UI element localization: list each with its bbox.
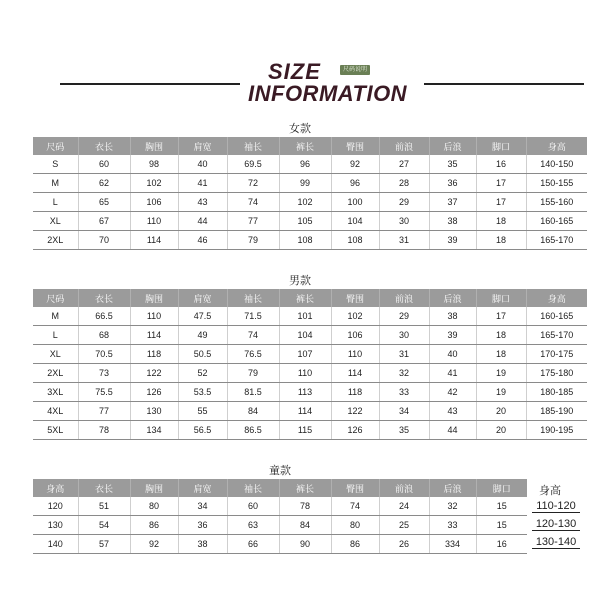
header-rule-left xyxy=(60,83,240,85)
table-cell: 17 xyxy=(476,307,526,326)
kids-column-header: 脚口 xyxy=(476,479,527,497)
table-cell: XL xyxy=(33,212,78,231)
table-cell: 140 xyxy=(33,535,78,554)
title-size: SIZE xyxy=(268,59,321,84)
kids-column-header: 身高 xyxy=(33,479,78,497)
men-column-header: 前浪 xyxy=(379,289,429,307)
table-cell: 33 xyxy=(379,383,429,402)
table-cell: 27 xyxy=(379,155,429,174)
table-cell: 70 xyxy=(78,231,130,250)
table-cell: 92 xyxy=(331,155,379,174)
table-cell: 79 xyxy=(227,231,279,250)
table-cell: 107 xyxy=(279,345,331,364)
men-column-header: 裤长 xyxy=(279,289,331,307)
table-cell: 106 xyxy=(331,326,379,345)
men-section-title: 男款 xyxy=(289,275,311,287)
table-row xyxy=(33,364,587,383)
table-row xyxy=(33,383,587,402)
table-cell: 110 xyxy=(130,307,178,326)
table-cell: 114 xyxy=(279,402,331,421)
table-cell: 34 xyxy=(178,497,227,516)
table-row xyxy=(33,231,587,250)
table-cell: 70.5 xyxy=(78,345,130,364)
table-cell: 118 xyxy=(331,383,379,402)
table-cell: 86 xyxy=(331,535,379,554)
table-cell: 78 xyxy=(279,497,331,516)
men-column-header: 袖长 xyxy=(227,289,279,307)
table-cell: M xyxy=(33,174,78,193)
women-column-header: 胸围 xyxy=(130,137,178,155)
table-cell: 19 xyxy=(476,364,526,383)
table-cell: 99 xyxy=(279,174,331,193)
table-row xyxy=(33,212,587,231)
table-cell: 40 xyxy=(429,345,476,364)
size-badge: 尺码说明 xyxy=(340,65,370,75)
table-cell: 98 xyxy=(130,155,178,174)
table-cell: 130 xyxy=(33,516,78,535)
table-cell: 66 xyxy=(227,535,279,554)
kids-side-range: 120-130 xyxy=(532,518,580,531)
table-cell: 20 xyxy=(476,402,526,421)
table-cell: 96 xyxy=(331,174,379,193)
table-cell: 18 xyxy=(476,345,526,364)
women-size-table xyxy=(33,137,587,250)
table-cell: 51 xyxy=(78,497,130,516)
table-cell: 41 xyxy=(429,364,476,383)
table-row xyxy=(33,174,587,193)
table-cell: 54 xyxy=(78,516,130,535)
table-cell: 16 xyxy=(476,535,527,554)
table-cell: 118 xyxy=(130,345,178,364)
table-cell: 84 xyxy=(227,402,279,421)
table-cell: 150-155 xyxy=(526,174,587,193)
table-cell: 29 xyxy=(379,193,429,212)
table-cell: 155-160 xyxy=(526,193,587,212)
table-cell: 57 xyxy=(78,535,130,554)
table-cell: 34 xyxy=(379,402,429,421)
table-cell: 38 xyxy=(429,307,476,326)
table-cell: 92 xyxy=(130,535,178,554)
table-cell: 41 xyxy=(178,174,227,193)
table-cell: 75.5 xyxy=(78,383,130,402)
table-cell: 31 xyxy=(379,231,429,250)
table-cell: 90 xyxy=(279,535,331,554)
table-cell: 15 xyxy=(476,516,527,535)
table-cell: 190-195 xyxy=(526,421,587,440)
kids-column-header: 臀围 xyxy=(331,479,379,497)
men-column-header: 脚口 xyxy=(476,289,526,307)
women-header-row xyxy=(33,137,587,155)
table-cell: 16 xyxy=(476,155,526,174)
table-cell: 106 xyxy=(130,193,178,212)
table-cell: 180-185 xyxy=(526,383,587,402)
kids-size-table xyxy=(33,479,527,554)
table-cell: 165-170 xyxy=(526,231,587,250)
men-column-header: 身高 xyxy=(526,289,587,307)
table-cell: 115 xyxy=(279,421,331,440)
table-cell: 44 xyxy=(429,421,476,440)
men-column-header: 尺码 xyxy=(33,289,78,307)
table-cell: 56.5 xyxy=(178,421,227,440)
table-cell: 60 xyxy=(78,155,130,174)
table-cell: 73 xyxy=(78,364,130,383)
table-cell: 104 xyxy=(331,212,379,231)
table-cell: 102 xyxy=(279,193,331,212)
men-header-row xyxy=(33,289,587,307)
table-row xyxy=(33,535,527,554)
table-row xyxy=(33,497,527,516)
table-cell: 86.5 xyxy=(227,421,279,440)
women-column-header: 衣长 xyxy=(78,137,130,155)
table-cell: 114 xyxy=(331,364,379,383)
table-cell: 35 xyxy=(429,155,476,174)
table-cell: 25 xyxy=(379,516,429,535)
table-cell: 77 xyxy=(78,402,130,421)
table-cell: S xyxy=(33,155,78,174)
kids-section-title: 童款 xyxy=(269,465,291,477)
table-cell: 65 xyxy=(78,193,130,212)
table-cell: 69.5 xyxy=(227,155,279,174)
kids-column-header: 袖长 xyxy=(227,479,279,497)
table-cell: 104 xyxy=(279,326,331,345)
table-cell: 53.5 xyxy=(178,383,227,402)
table-cell: 55 xyxy=(178,402,227,421)
table-cell: 42 xyxy=(429,383,476,402)
table-cell: 63 xyxy=(227,516,279,535)
table-cell: 114 xyxy=(130,231,178,250)
women-column-header: 后浪 xyxy=(429,137,476,155)
table-cell: 35 xyxy=(379,421,429,440)
table-cell: 113 xyxy=(279,383,331,402)
table-cell: 37 xyxy=(429,193,476,212)
table-cell: 140-150 xyxy=(526,155,587,174)
men-size-table xyxy=(33,289,587,440)
table-cell: 32 xyxy=(429,497,476,516)
table-cell: 67 xyxy=(78,212,130,231)
table-cell: 4XL xyxy=(33,402,78,421)
kids-column-header: 裤长 xyxy=(279,479,331,497)
table-cell: 43 xyxy=(429,402,476,421)
table-cell: 2XL xyxy=(33,364,78,383)
table-cell: 30 xyxy=(379,326,429,345)
table-cell: 60 xyxy=(227,497,279,516)
title-information: INFORMATION xyxy=(248,81,408,106)
table-cell: M xyxy=(33,307,78,326)
table-cell: 134 xyxy=(130,421,178,440)
table-cell: 160-165 xyxy=(526,307,587,326)
table-cell: 18 xyxy=(476,231,526,250)
table-cell: 108 xyxy=(279,231,331,250)
table-cell: 18 xyxy=(476,212,526,231)
table-cell: 110 xyxy=(130,212,178,231)
table-cell: 165-170 xyxy=(526,326,587,345)
table-cell: 80 xyxy=(130,497,178,516)
table-cell: 74 xyxy=(227,326,279,345)
table-cell: 15 xyxy=(476,497,527,516)
table-cell: 28 xyxy=(379,174,429,193)
table-cell: 76.5 xyxy=(227,345,279,364)
women-column-header: 前浪 xyxy=(379,137,429,155)
table-cell: 81.5 xyxy=(227,383,279,402)
table-cell: 50.5 xyxy=(178,345,227,364)
men-column-header: 后浪 xyxy=(429,289,476,307)
table-cell: 110 xyxy=(331,345,379,364)
table-cell: 24 xyxy=(379,497,429,516)
table-cell: 126 xyxy=(331,421,379,440)
table-cell: 101 xyxy=(279,307,331,326)
table-cell: 38 xyxy=(178,535,227,554)
table-cell: 72 xyxy=(227,174,279,193)
table-row xyxy=(33,307,587,326)
table-cell: 36 xyxy=(178,516,227,535)
kids-side-range: 110-120 xyxy=(532,500,580,513)
table-cell: 40 xyxy=(178,155,227,174)
table-cell: 66.5 xyxy=(78,307,130,326)
table-cell: 30 xyxy=(379,212,429,231)
table-cell: 96 xyxy=(279,155,331,174)
table-cell: 160-165 xyxy=(526,212,587,231)
men-column-header: 衣长 xyxy=(78,289,130,307)
table-cell: 77 xyxy=(227,212,279,231)
table-row xyxy=(33,155,587,174)
table-cell: 5XL xyxy=(33,421,78,440)
women-column-header: 肩宽 xyxy=(178,137,227,155)
table-cell: 120 xyxy=(33,497,78,516)
table-cell: 20 xyxy=(476,421,526,440)
table-row xyxy=(33,402,587,421)
table-cell: 43 xyxy=(178,193,227,212)
men-column-header: 胸围 xyxy=(130,289,178,307)
header-rule-right xyxy=(424,83,584,85)
table-cell: 26 xyxy=(379,535,429,554)
table-cell: 122 xyxy=(331,402,379,421)
table-cell: 68 xyxy=(78,326,130,345)
table-cell: 19 xyxy=(476,383,526,402)
table-cell: 114 xyxy=(130,326,178,345)
table-cell: 126 xyxy=(130,383,178,402)
table-cell: L xyxy=(33,326,78,345)
table-row xyxy=(33,421,587,440)
table-row xyxy=(33,326,587,345)
women-column-header: 袖长 xyxy=(227,137,279,155)
table-cell: 52 xyxy=(178,364,227,383)
table-cell: 62 xyxy=(78,174,130,193)
table-cell: 39 xyxy=(429,231,476,250)
women-column-header: 尺码 xyxy=(33,137,78,155)
kids-column-header: 前浪 xyxy=(379,479,429,497)
table-cell: 32 xyxy=(379,364,429,383)
kids-column-header: 胸围 xyxy=(130,479,178,497)
table-cell: 17 xyxy=(476,174,526,193)
table-row xyxy=(33,193,587,212)
table-cell: 71.5 xyxy=(227,307,279,326)
table-cell: 49 xyxy=(178,326,227,345)
table-cell: XL xyxy=(33,345,78,364)
table-cell: 39 xyxy=(429,326,476,345)
table-cell: 18 xyxy=(476,326,526,345)
table-cell: 33 xyxy=(429,516,476,535)
table-cell: 31 xyxy=(379,345,429,364)
table-cell: 105 xyxy=(279,212,331,231)
table-cell: 334 xyxy=(429,535,476,554)
table-cell: 86 xyxy=(130,516,178,535)
table-cell: 170-175 xyxy=(526,345,587,364)
kids-side-label: 身高 xyxy=(539,485,561,497)
size-information-header xyxy=(0,55,600,115)
table-cell: 108 xyxy=(331,231,379,250)
table-cell: 79 xyxy=(227,364,279,383)
table-cell: 110 xyxy=(279,364,331,383)
table-cell: 175-180 xyxy=(526,364,587,383)
table-cell: 185-190 xyxy=(526,402,587,421)
women-column-header: 臀围 xyxy=(331,137,379,155)
women-section-title: 女款 xyxy=(289,123,311,135)
table-cell: 36 xyxy=(429,174,476,193)
table-cell: 122 xyxy=(130,364,178,383)
kids-side-range: 130-140 xyxy=(532,536,580,549)
table-cell: 29 xyxy=(379,307,429,326)
women-column-header: 裤长 xyxy=(279,137,331,155)
table-cell: 44 xyxy=(178,212,227,231)
table-cell: 47.5 xyxy=(178,307,227,326)
table-cell: 74 xyxy=(227,193,279,212)
table-row xyxy=(33,516,527,535)
table-cell: 102 xyxy=(130,174,178,193)
kids-header-row xyxy=(33,479,527,497)
table-row xyxy=(33,345,587,364)
table-cell: L xyxy=(33,193,78,212)
women-column-header: 身高 xyxy=(526,137,587,155)
table-cell: 78 xyxy=(78,421,130,440)
table-cell: 3XL xyxy=(33,383,78,402)
kids-column-header: 肩宽 xyxy=(178,479,227,497)
table-cell: 102 xyxy=(331,307,379,326)
table-cell: 80 xyxy=(331,516,379,535)
table-cell: 17 xyxy=(476,193,526,212)
table-cell: 74 xyxy=(331,497,379,516)
kids-column-header: 衣长 xyxy=(78,479,130,497)
table-cell: 130 xyxy=(130,402,178,421)
men-column-header: 臀围 xyxy=(331,289,379,307)
table-cell: 46 xyxy=(178,231,227,250)
table-cell: 100 xyxy=(331,193,379,212)
women-column-header: 脚口 xyxy=(476,137,526,155)
table-cell: 84 xyxy=(279,516,331,535)
men-column-header: 肩宽 xyxy=(178,289,227,307)
table-cell: 2XL xyxy=(33,231,78,250)
kids-column-header: 后浪 xyxy=(429,479,476,497)
table-cell: 38 xyxy=(429,212,476,231)
